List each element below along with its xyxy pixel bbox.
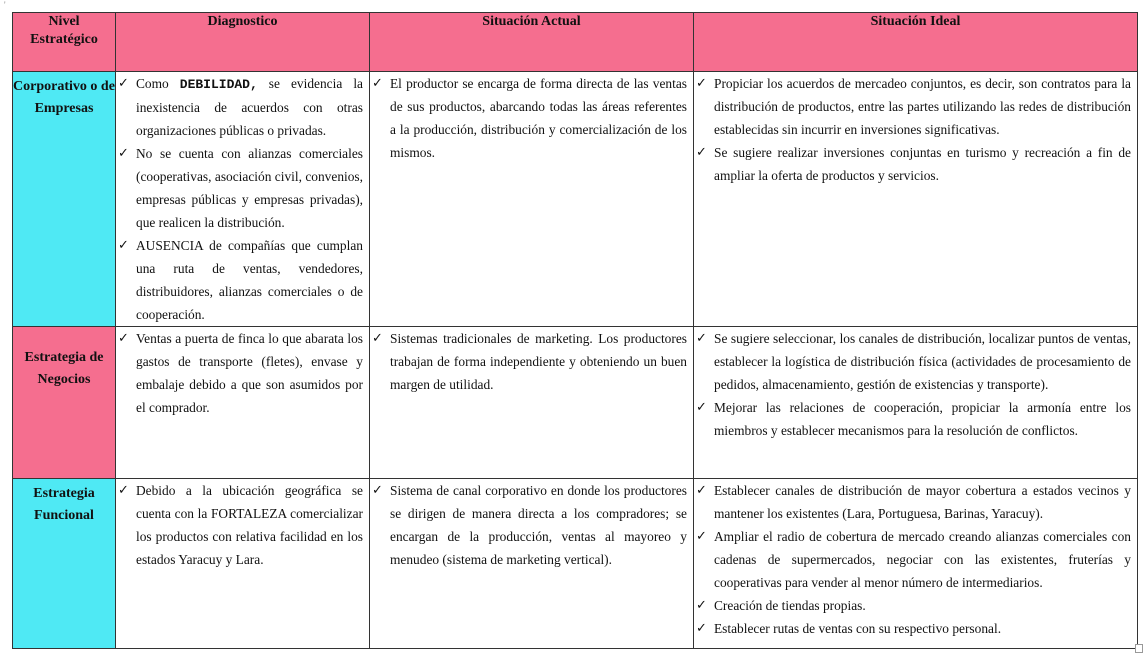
check-icon: ✓	[696, 331, 707, 346]
check-icon: ✓	[118, 238, 129, 253]
diagnostico-cell	[116, 479, 370, 649]
header-situacion-actual: Situación Actual	[370, 13, 694, 72]
check-icon: ✓	[696, 621, 707, 636]
level-cell: Corporativo o de Empresas	[13, 72, 116, 327]
check-icon: ✓	[696, 529, 707, 544]
situacion-actual-cell	[370, 479, 694, 649]
check-icon: ✓	[696, 145, 707, 160]
item-text: Debido a la ubicación geográfica se cuenta con la FORTALEZA comercializar los productos con relativa facilidad en los estados Yaracuy y Lara.	[136, 483, 363, 567]
item-text: El productor se encarga de forma directa de las ventas de sus productos, abarcando todas las áreas referentes a la producción, distribución y comercialización de los mismos.	[390, 76, 687, 160]
item-text: Propiciar los acuerdos de mercadeo conjuntos, es decir, son contratos para la distribución de productos, entre las partes utilizando las redes de distribución establecidas sin incurrir en inversiones significativas.	[714, 76, 1131, 137]
check-icon: ✓	[696, 483, 707, 498]
list-item	[370, 72, 693, 164]
check-icon: ✓	[118, 76, 129, 91]
header-nivel: Nivel Estratégico	[13, 13, 116, 72]
actual-list	[370, 327, 693, 396]
situacion-ideal-cell	[694, 327, 1138, 479]
item-text: Se sugiere realizar inversiones conjuntas en turismo y recreación a fin de ampliar la oferta de productos y servicios.	[714, 145, 1131, 183]
check-icon: ✓	[696, 598, 707, 613]
check-icon: ✓	[372, 331, 383, 346]
list-item	[116, 327, 369, 419]
table-row	[13, 479, 1138, 649]
level-cell: Estrategia Funcional	[13, 479, 116, 649]
check-icon: ✓	[372, 483, 383, 498]
header-situacion-ideal: Situación Ideal	[694, 13, 1138, 72]
diagnostico-cell	[116, 327, 370, 479]
header-row	[13, 13, 1138, 72]
check-icon: ✓	[372, 76, 383, 91]
check-icon: ✓	[696, 76, 707, 91]
list-item	[370, 327, 693, 396]
corner-mark: '	[4, 0, 6, 10]
item-text: Creación de tiendas propias.	[714, 598, 866, 613]
table-row	[13, 72, 1138, 327]
diagnostico-list	[116, 479, 369, 571]
list-item	[694, 72, 1137, 141]
check-icon: ✓	[118, 331, 129, 346]
item-text: Mejorar las relaciones de cooperación, propiciar la armonía entre los miembros y establecer mecanismos para la resolución de conflictos.	[714, 400, 1131, 438]
ideal-list	[694, 327, 1137, 442]
item-text: Sistema de canal corporativo en donde los productores se dirigen de manera directa a los compradores; se encargan de la producción, ventas al mayoreo y menudeo (sistema de marketing vertical).	[390, 483, 687, 567]
diagnostico-cell	[116, 72, 370, 327]
situacion-actual-cell	[370, 72, 694, 327]
check-icon: ✓	[118, 146, 129, 161]
ideal-list	[694, 479, 1137, 640]
item-text: AUSENCIA de compañías que cumplan una ruta de ventas, vendedores, distribuidores, alianzas comerciales o de cooperación.	[136, 238, 363, 322]
list-item	[694, 479, 1137, 525]
item-text: Ventas a puerta de finca lo que abarata los gastos de transporte (fletes), envase y embalaje debido a que son asumidos por el comprador.	[136, 331, 363, 415]
list-item	[116, 72, 369, 142]
list-item	[694, 594, 1137, 617]
list-item	[694, 141, 1137, 187]
situacion-ideal-cell	[694, 479, 1138, 649]
list-item	[694, 617, 1137, 640]
check-icon: ✓	[696, 400, 707, 415]
list-item	[694, 525, 1137, 594]
ideal-list	[694, 72, 1137, 187]
actual-list	[370, 479, 693, 571]
list-item	[116, 234, 369, 326]
level-cell: Estrategia de Negocios	[13, 327, 116, 479]
list-item	[694, 396, 1137, 442]
situacion-actual-cell	[370, 327, 694, 479]
emphasis-word: DEBILIDAD,	[179, 77, 258, 92]
diagnostico-list	[116, 327, 369, 419]
item-text: Sistemas tradicionales de marketing. Los productores trabajan de forma independiente y obteniendo un buen margen de utilidad.	[390, 331, 687, 392]
diagnostico-list	[116, 72, 369, 326]
check-icon: ✓	[118, 483, 129, 498]
item-text: No se cuenta con alianzas comerciales (cooperativas, asociación civil, convenios, empresas públicas y empresas privadas), que realicen la distribución.	[136, 146, 363, 230]
list-item	[116, 142, 369, 234]
actual-list	[370, 72, 693, 164]
list-item	[694, 327, 1137, 396]
situacion-ideal-cell	[694, 72, 1138, 327]
resize-handle[interactable]	[1135, 644, 1143, 653]
list-item	[116, 479, 369, 571]
list-item	[370, 479, 693, 571]
item-text: Establecer rutas de ventas con su respectivo personal.	[714, 621, 1002, 636]
item-text: Se sugiere seleccionar, los canales de distribución, localizar puntos de ventas, establecer la logística de distribución física (actividades de procesamiento de pedidos, almacenamiento, gestión de existencias y transporte).	[714, 331, 1131, 392]
strategy-table	[12, 12, 1138, 649]
table-row	[13, 327, 1138, 479]
item-text: se evidencia la inexistencia de acuerdos con otras organizaciones públicas o privadas.	[136, 76, 363, 138]
item-text: Como	[136, 76, 180, 91]
item-text: Establecer canales de distribución de mayor cobertura a estados vecinos y mantener los existentes (Lara, Portuguesa, Barinas, Yaracuy).	[714, 483, 1131, 521]
item-text: Ampliar el radio de cobertura de mercado creando alianzas comerciales con cadenas de supermercados, negociar con las existentes, fruterías y cooperativas para vender al menor número de intermediarios.	[714, 529, 1131, 590]
header-diagnostico: Diagnostico	[116, 13, 370, 72]
